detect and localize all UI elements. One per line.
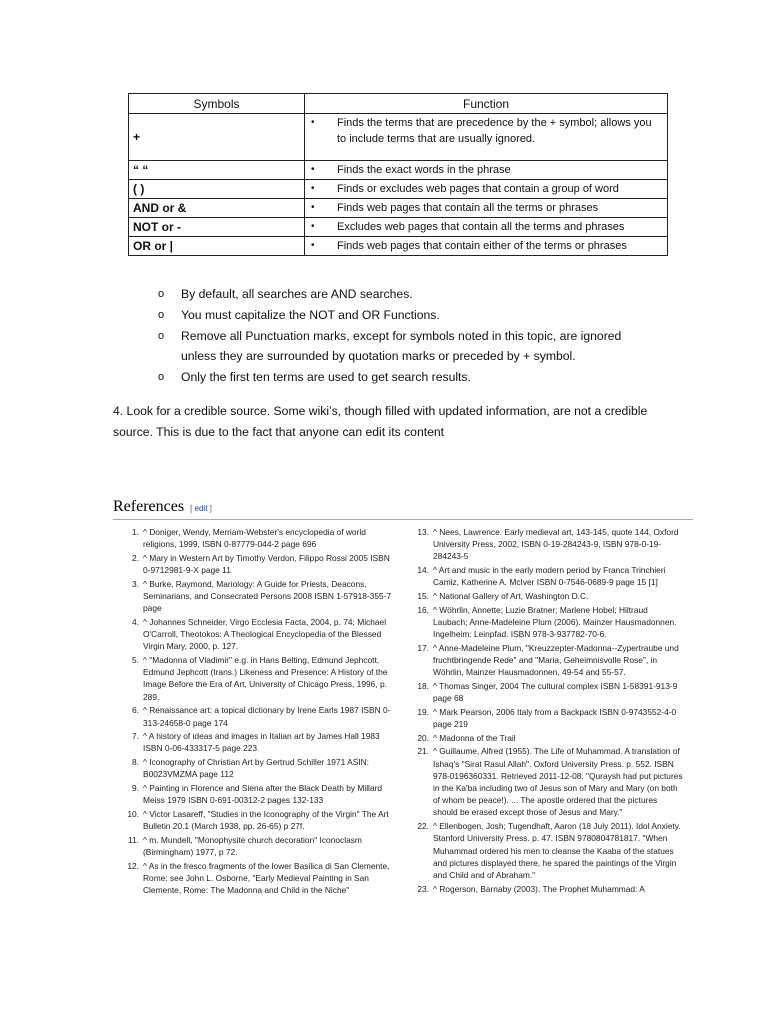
function-cell: • Finds web pages that contain all the terms or phrases bbox=[305, 199, 668, 218]
reference-number: 8. bbox=[132, 757, 139, 768]
reference-item bbox=[113, 730, 403, 754]
symbol-cell: + bbox=[129, 114, 305, 161]
reference-number: 3. bbox=[132, 578, 139, 589]
references-screenshot bbox=[113, 498, 693, 928]
reference-item bbox=[113, 808, 403, 832]
circle-bullet-icon: o bbox=[158, 288, 165, 300]
reference-text[interactable]: ^ "Madonna of Vladimir" e.g. in Hans Belting, Edmund Jephcott, Edmund Jephcott (trans.) Likeness and Presence: A History of the Image Before the Era of Art, University of Chicago Press, 1996, p. 289. bbox=[143, 655, 388, 702]
reference-number: 22. bbox=[417, 821, 429, 832]
reference-text[interactable]: ^ Ellenbogen, Josh; Tugendhaft, Aaron (18 July 2011). Idol Anxiety. Stanford University Press. p. 47. ISBN 9780804781817. "When Muhammad ordered his men to cleanse the Kaaba of the statues and pictures displayed there, he spared the paintings of the Virgin and Child and of Abraham." bbox=[433, 821, 681, 880]
reference-item bbox=[403, 564, 693, 588]
bullet-icon: • bbox=[311, 240, 315, 251]
reference-number: 17. bbox=[417, 642, 429, 653]
reference-item bbox=[403, 883, 693, 895]
reference-text[interactable]: ^ Wöhrlin, Annette; Luzie Bratner; Marlene Hobel; Hiltraud Laubach; Anne-Madeleine Plum (2006). Mainzer Hausmadonnen. Ingelheim: Leinpfad. ISBN 978-3-937782-70-6. bbox=[433, 604, 677, 640]
edit-section: [ edit ] bbox=[190, 504, 212, 513]
reference-text[interactable]: ^ Anne-Madeleine Plum, "Kreuzzepter-Madonna--Zypertraube und fruchtbringende Rede" and "Maria, Geheimnisvolle Rose", in Wöhrlin, Mainzer Hausmadonnen, 49-54 and 55-57. bbox=[433, 642, 679, 678]
reference-item bbox=[113, 756, 403, 780]
reference-text[interactable]: ^ Nees, Lawrence. Early medieval art, 143-145, quote 144, Oxford University Press, 2002, ISBN 0-19-284243-9, ISBN 978-0-19-284243-5 bbox=[433, 527, 679, 562]
reference-text[interactable]: ^ Iconography of Christian Art by Gertrud Schiller 1971 ASIN: B0023VMZMA page 112 bbox=[143, 757, 369, 780]
reference-text[interactable]: ^ Mark Pearson, 2006 Italy from a Backpack ISBN 0-9743552-4-0 page 219 bbox=[433, 706, 677, 730]
reference-number: 11. bbox=[127, 834, 139, 845]
reference-item bbox=[113, 704, 403, 728]
reference-number: 5. bbox=[132, 655, 139, 666]
reference-item bbox=[113, 552, 403, 576]
table-row bbox=[129, 161, 668, 180]
reference-number: 2. bbox=[132, 552, 139, 563]
function-column-header: Function bbox=[305, 94, 668, 114]
bullet-icon: • bbox=[311, 164, 315, 175]
circle-bullet-icon: o bbox=[158, 329, 165, 342]
references-left-list bbox=[113, 526, 403, 896]
reference-text[interactable]: ^ A history of ideas and images in Italian art by James Hall 1983 ISBN 0-06-433317-5 page 223 bbox=[143, 731, 380, 754]
function-cell: • Finds or excludes web pages that contain a group of word bbox=[305, 180, 668, 199]
reference-item bbox=[403, 604, 693, 641]
reference-number: 7. bbox=[132, 731, 139, 742]
references-heading bbox=[113, 498, 693, 520]
list-item: o Only the first ten terms are used to get search results. bbox=[158, 367, 658, 388]
search-notes-list bbox=[158, 284, 658, 388]
reference-item bbox=[403, 526, 693, 563]
table-row bbox=[129, 218, 668, 237]
table-row bbox=[129, 114, 668, 161]
reference-number: 16. bbox=[417, 604, 429, 615]
bullet-icon: • bbox=[311, 117, 315, 128]
table-row bbox=[129, 180, 668, 199]
reference-text[interactable]: ^ m. Mundell, "Monophysite church decoration" Iconoclasm (Birmingham) 1977, p 72. bbox=[143, 834, 362, 858]
reference-item bbox=[403, 745, 693, 818]
bullet-icon: • bbox=[311, 221, 315, 232]
reference-text[interactable]: ^ Art and music in the early modern period by Franca Trinchieri Camiz, Katherine A. McIver ISBN 0-7546-0689-9 page 15 [1] bbox=[433, 565, 666, 588]
reference-text[interactable]: ^ Madonna of the Trail bbox=[433, 732, 516, 743]
list-item: o Remove all Punctuation marks, except for symbols noted in this topic, are ignored unless they are surrounded by quotation marks or preceded by + symbol. bbox=[158, 326, 658, 368]
reference-item bbox=[113, 860, 403, 897]
reference-item bbox=[113, 782, 403, 806]
reference-item bbox=[113, 616, 403, 653]
symbol-cell: ( ) bbox=[129, 180, 305, 199]
symbol-cell: OR or | bbox=[129, 237, 305, 256]
reference-number: 9. bbox=[132, 783, 139, 794]
reference-text[interactable]: ^ Rogerson, Barnaby (2003). The Prophet Muhammad: A bbox=[433, 883, 645, 894]
function-cell: • Finds web pages that contain either of the terms or phrases bbox=[305, 237, 668, 256]
reference-number: 4. bbox=[132, 616, 139, 627]
bullet-icon: • bbox=[311, 183, 315, 194]
list-item: o By default, all searches are AND searches. bbox=[158, 284, 658, 305]
table-row bbox=[129, 199, 668, 218]
symbols-column-header: Symbols bbox=[129, 94, 305, 114]
list-item: o You must capitalize the NOT and OR Functions. bbox=[158, 305, 658, 326]
reference-number: 13. bbox=[417, 527, 429, 537]
reference-text[interactable]: ^ Doniger, Wendy, Merriam-Webster's encyclopedia of world religions, 1999, ISBN 0-87779-044-2 page 696 bbox=[143, 527, 366, 550]
reference-text[interactable]: ^ Renaissance art: a topical dictionary by Irene Earls 1987 ISBN 0-313-24658-0 page 174 bbox=[143, 705, 391, 728]
reference-item bbox=[403, 820, 693, 881]
reference-text[interactable]: ^ Mary in Western Art by Timothy Verdon, Filippo Rossi 2005 ISBN 0-9712981-9-X page 11 bbox=[143, 552, 390, 576]
circle-bullet-icon: o bbox=[158, 371, 165, 384]
function-cell: • Excludes web pages that contain all the terms and phrases bbox=[305, 218, 668, 237]
reference-text[interactable]: ^ Painting in Florence and Siena after the Black Death by Millard Meiss 1979 ISBN 0-691-00312-2 pages 132-133 bbox=[143, 783, 383, 806]
reference-item bbox=[403, 706, 693, 730]
references-columns bbox=[113, 526, 693, 898]
circle-bullet-icon: o bbox=[158, 308, 165, 321]
bullet-icon: • bbox=[311, 202, 315, 213]
reference-item bbox=[113, 654, 403, 703]
reference-text[interactable]: ^ Thomas Singer, 2004 The cultural complex ISBN 1-58391-913-9 page 68 bbox=[433, 680, 678, 704]
references-left-column bbox=[113, 526, 403, 898]
function-cell: • Finds the terms that are precedence by the + symbol; allows you to include terms that are usually ignored. bbox=[305, 114, 668, 161]
reference-item bbox=[403, 732, 693, 744]
references-right-list bbox=[403, 526, 693, 895]
references-title: References bbox=[113, 498, 185, 515]
symbol-cell: NOT or - bbox=[129, 218, 305, 237]
references-right-column bbox=[403, 526, 693, 898]
reference-item bbox=[113, 834, 403, 858]
reference-item bbox=[403, 680, 693, 704]
table-header-row bbox=[129, 94, 668, 114]
reference-number: 21. bbox=[417, 746, 429, 757]
symbol-cell: “ “ bbox=[129, 161, 305, 180]
reference-number: 14. bbox=[417, 565, 429, 576]
function-cell: • Finds the exact words in the phrase bbox=[305, 161, 668, 180]
reference-number: 23. bbox=[417, 883, 429, 894]
table-row bbox=[129, 237, 668, 256]
search-symbols-table bbox=[128, 93, 668, 256]
reference-item bbox=[113, 578, 403, 615]
reference-number: 15. bbox=[417, 591, 429, 602]
reference-text[interactable]: ^ Guillaume, Alfred (1955). The Life of Muhammad. A translation of Ishaq's "Sirat Rasul Allah". Oxford University Press. p. 552. ISBN 978-0196360331. Retrieved 2011-12-08. "Quraysh had put pictures in the Ka'ba including two of Jesus son of Mary and Mary (on both of whom be peace!). ... The apostle ordered that the pictures should be erased except those of Jesus and Mary." bbox=[433, 746, 683, 818]
reference-text[interactable]: ^ Victor Lasareff, "Studies in the Iconography of the Virgin" The Art Bulletin 20.1 (March 1938, pp. 26-65) p 27f. bbox=[143, 808, 389, 832]
symbol-cell: AND or & bbox=[129, 199, 305, 218]
reference-number: 10. bbox=[127, 808, 139, 819]
edit-link[interactable]: edit bbox=[194, 504, 208, 513]
reference-item bbox=[403, 642, 693, 679]
reference-text[interactable]: ^ Johannes Schneider, Virgo Ecclesia Facta, 2004, p. 74; Michael O'Carroll, Theotokos: A Theological Encyclopedia of the Blessed Virgin Mary, 2000, p. 127. bbox=[143, 616, 387, 652]
credible-source-paragraph: 4. Look for a credible source. Some wiki’s, though filled with updated information, are not a credible source. This is due to the fact that anyone can edit its content bbox=[113, 404, 648, 439]
reference-text[interactable]: ^ National Gallery of Art, Washington D.C. bbox=[433, 591, 589, 602]
reference-number: 19. bbox=[417, 706, 429, 717]
reference-number: 12. bbox=[127, 860, 139, 871]
reference-number: 6. bbox=[132, 705, 139, 716]
reference-text[interactable]: ^ Burke, Raymond, Mariology: A Guide for Priests, Deacons, Seminarians, and Consecrated Persons 2008 ISBN 1-57918-355-7 page bbox=[143, 578, 392, 614]
reference-number: 20. bbox=[417, 732, 429, 743]
reference-item bbox=[403, 590, 693, 602]
reference-item bbox=[113, 526, 403, 550]
reference-number: 18. bbox=[417, 680, 429, 691]
reference-number: 1. bbox=[132, 527, 139, 537]
reference-text[interactable]: ^ As in the fresco fragments of the lower Basilica di San Clemente, Rome: see John L. Osborne, "Early Medieval Painting in San Clemente, Rome: The Madonna and Child in the Niche" bbox=[143, 860, 390, 896]
